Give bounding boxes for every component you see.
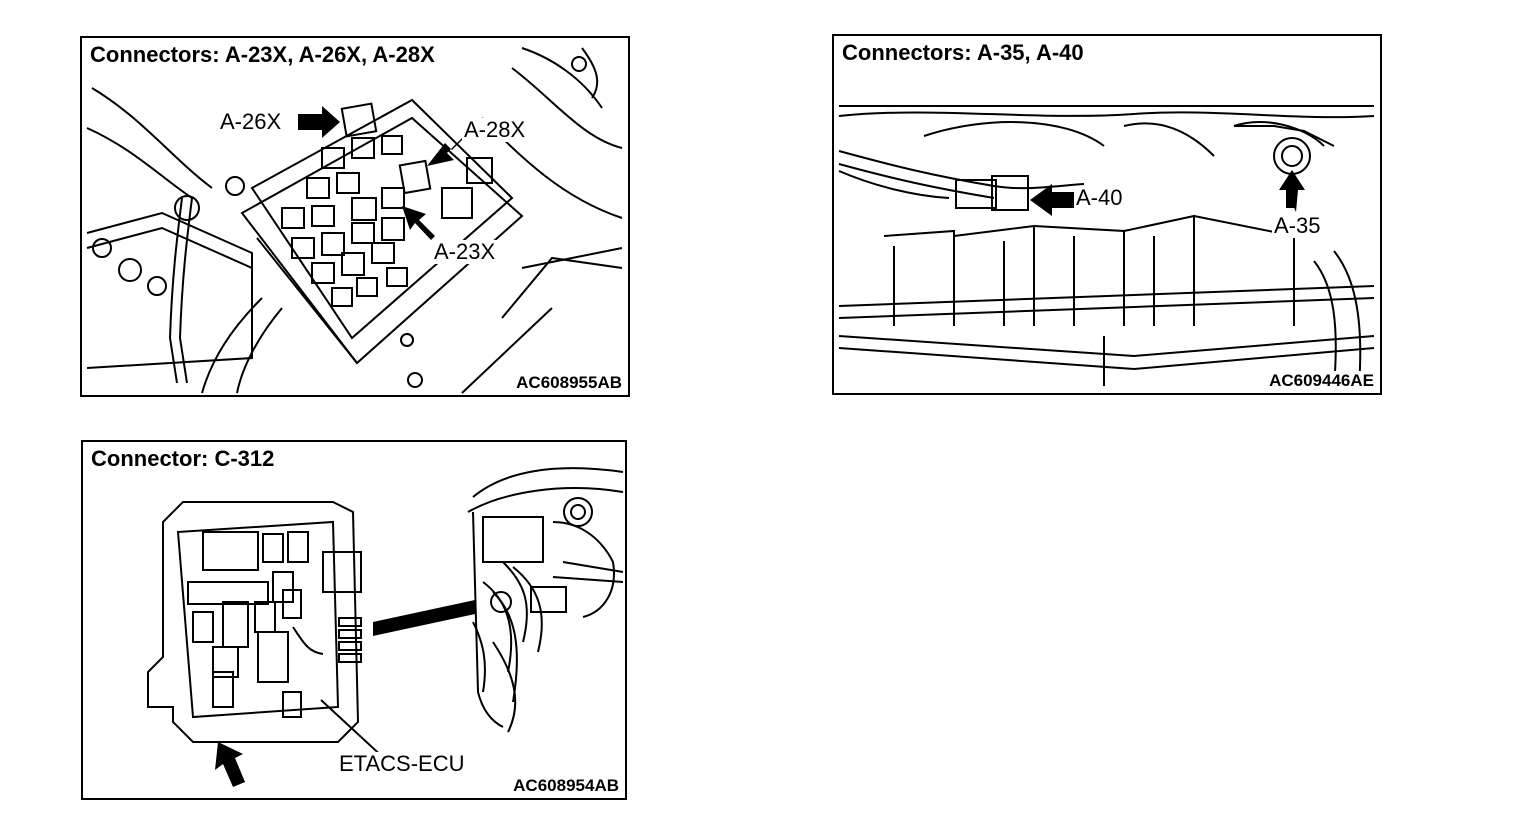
figure-code: AC608954AB bbox=[513, 776, 619, 795]
figure-code: AC609446AE bbox=[1269, 371, 1374, 390]
callout-a-35: A-35 bbox=[1274, 213, 1321, 238]
callout-a-26x: A-26X bbox=[220, 109, 282, 134]
diagram-panel-relay-box bbox=[80, 36, 630, 397]
etacs-ecu-illustration bbox=[83, 442, 625, 798]
figure-code: AC608955AB bbox=[516, 373, 622, 392]
callout-a-28x: A-28X bbox=[464, 117, 526, 142]
diagram-panel-engine bbox=[832, 34, 1382, 395]
callout-a-40: A-40 bbox=[1076, 185, 1123, 210]
callout-a-23x: A-23X bbox=[434, 239, 496, 264]
callout-etacs-ecu: ETACS-ECU bbox=[339, 751, 465, 776]
panel-title: Connectors: A-35, A-40 bbox=[840, 40, 1088, 66]
diagram-panel-etacs bbox=[81, 440, 627, 800]
relay-box-illustration bbox=[82, 38, 628, 395]
panel-title: Connector: C-312 bbox=[89, 446, 278, 472]
panel-title: Connectors: A-23X, A-26X, A-28X bbox=[88, 42, 439, 68]
